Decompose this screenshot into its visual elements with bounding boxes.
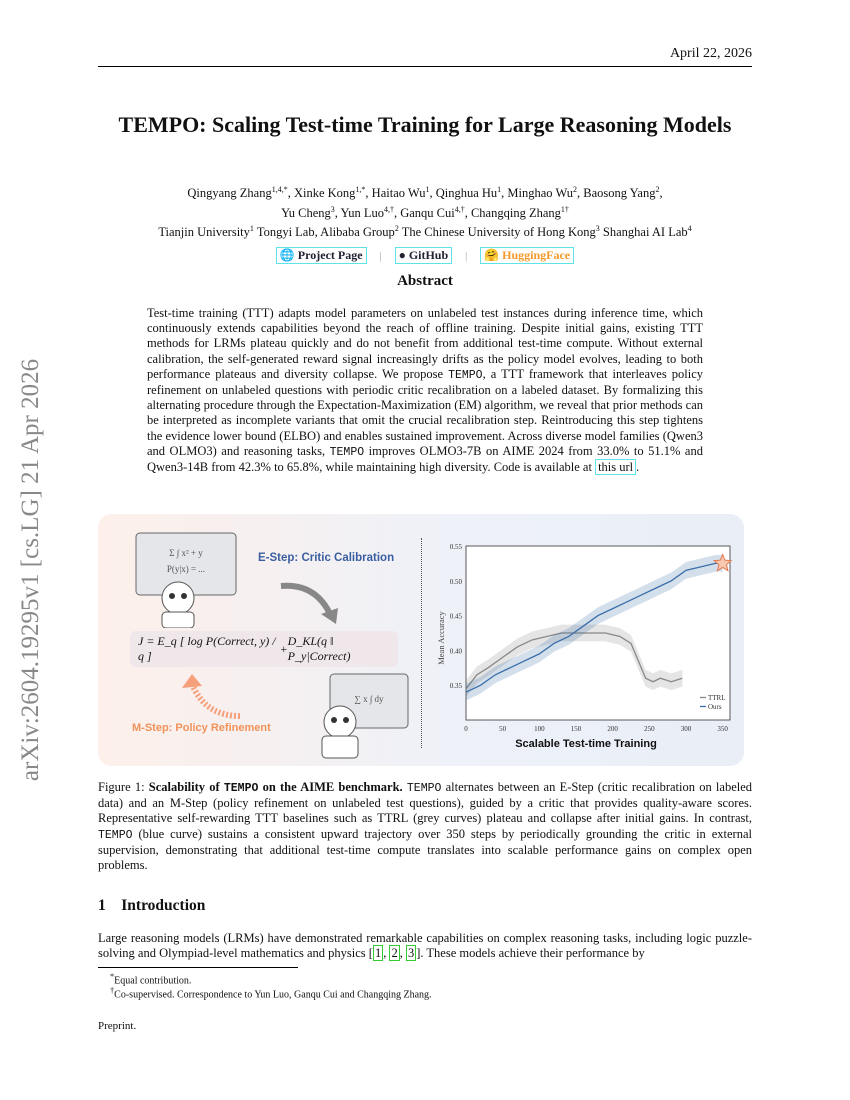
curved-arrow-down-icon (276, 578, 346, 628)
x-tick-label: 50 (499, 725, 507, 733)
svg-text:∑ x ∫ dy: ∑ x ∫ dy (354, 694, 384, 704)
author: Yun Luo (340, 205, 384, 220)
y-tick-label: 0.50 (449, 577, 462, 586)
abstract-heading: Abstract (397, 273, 453, 289)
elbo-formula: J = E_q [ log P(Correct, y) / q ] + D_KL(q ‖ P_y|Correct) (130, 631, 398, 667)
legend-label: TTRL (708, 694, 726, 702)
author: Yu Cheng (281, 205, 331, 220)
footnote: *Equal contribution. (110, 972, 192, 987)
github-icon: ● (398, 248, 406, 262)
code-url-link[interactable]: this url (595, 459, 636, 475)
link-separator: | (465, 251, 468, 262)
aime-chart-svg (430, 538, 742, 756)
curved-arrow-up-icon (180, 674, 250, 724)
x-tick-label: 100 (534, 725, 545, 733)
x-tick-label: 0 (464, 725, 468, 733)
affiliation: The Chinese University of Hong Kong (401, 225, 596, 240)
x-tick-label: 150 (570, 725, 582, 733)
y-tick-label: 0.40 (449, 647, 462, 656)
paper-title: TEMPO: Scaling Test-time Training for Large Reasoning Models (118, 112, 732, 137)
huggingface-link[interactable]: 🤗 HuggingFace (480, 247, 574, 264)
author: Minghao Wu (507, 186, 573, 201)
citation-link[interactable]: 2 (391, 946, 398, 961)
footnote-rule (98, 967, 298, 968)
x-tick-label: 200 (607, 725, 618, 733)
link-separator: | (379, 251, 382, 262)
header-rule (98, 66, 752, 67)
affiliation: Tongyi Lab, Alibaba Group (256, 225, 395, 240)
section-heading: 1 Introduction (98, 897, 206, 914)
robot-reader-illustration (300, 672, 410, 762)
estep-label: E-Step: Critic Calibration (258, 552, 395, 564)
affiliation: Tianjin University (158, 225, 250, 240)
figure-1 (98, 514, 744, 766)
arxiv-id: arXiv:2604.19295v1 [cs.LG] 21 Apr 2026 (17, 358, 44, 782)
author: Xinke Kong (293, 186, 356, 201)
svg-text:P(y|x) = ...: P(y|x) = ... (166, 564, 206, 574)
svg-text:Σ ∫ x² + y: Σ ∫ x² + y (169, 548, 203, 558)
header-date: April 22, 2026 (669, 46, 752, 61)
x-tick-label: 250 (644, 725, 655, 733)
preprint-label: Preprint. (98, 1020, 137, 1032)
mstep-label: M-Step: Policy Refinement (132, 722, 271, 734)
y-tick-label: 0.55 (449, 543, 462, 551)
aime-chart (430, 538, 742, 756)
y-tick-label: 0.45 (449, 612, 462, 621)
y-tick-label: 0.35 (449, 682, 462, 691)
footnote: †Co-supervised. Correspondence to Yun Luo, Ganqu Cui and Changqing Zhang. (110, 986, 432, 1001)
github-link[interactable]: ● GitHub (395, 247, 453, 264)
author: Qingyang Zhang (187, 186, 272, 201)
robot-teacher-illustration (126, 528, 246, 628)
author: Changqing Zhang (470, 205, 561, 220)
figure-footer: Scalable Test-time Training (515, 738, 657, 750)
author: Qinghua Hu (435, 186, 498, 201)
x-tick-label: 350 (717, 725, 728, 733)
link-bar (0, 247, 850, 264)
citation-link[interactable]: 1 (374, 946, 382, 961)
author: Ganqu Cui (400, 205, 455, 220)
arxiv-sidebar (6, 300, 56, 840)
author: Baosong Yang (583, 186, 656, 201)
abstract-body: Test-time training (TTT) adapts model parameters on unlabeled test instances during inference time, which continuously extends capabilities beyond the reach of offline training. Despite initial gains, existing TTT methods for LRMs plateau quickly and do not benefit from additional test-time compute. Without external calibration, the self-generated reward signal increasingly drifts as the policy model evolves, leading to both performance plateaus and diversity collapse. We propose TEMPO, a TTT framework that interleaves policy refinement on unlabeled questions with periodic critic recalibration on a labeled dataset. By formalizing this alternating procedure through the Expectation-Maximization (EM) algorithm, we reveal that prior methods can be interpreted as incomplete variants that omit the crucial recalibration step. Reintroducing this step tightens the evidence lower bound (ELBO) and enables sustained improvement. Across diverse model families (Qwen3 and OLMO3) and reasoning tasks, TEMPO improves OLMO3-7B on AIME 2024 from 33.0% to 51.1% and Qwen3-14B from 42.3% to 65.8%, while maintaining high diversity. Code is available at this url . (147, 306, 703, 475)
legend-label: Ours (708, 703, 722, 711)
affiliation: Shanghai AI Lab (602, 225, 688, 240)
intro-paragraph: Large reasoning models (LRMs) have demonstrated remarkable capabilities on complex reasoning tasks, including logic puzzle-solving and Olympiad-level mathematics and physics [ 1 , 2 , 3 ]. These models achieve their performance by (98, 931, 752, 961)
figure-divider (421, 538, 422, 748)
author-block: Qingyang Zhang$^{1,4,*}$, Xinke Kong$^{1,*}$, Haitao Wu$^1$, Qinghua Hu$^1$, Minghao Wu$^2$, Baosong Yang$^2$, Yu Cheng$^3$, Yun Luo$^{4,\dagger}$, Ganqu Cui$^{4,\dagger}$, Changqing Zhang$^{1\dagger}$ Tianjin University$^1$ Tongyi Lab, Alibaba Group$^2$ The Chinese University of Hong Kong$^3$ Shanghai AI Lab$^4$ (158, 185, 692, 240)
citation-link[interactable]: 3 (407, 946, 415, 961)
figure-caption: Figure 1: Scalability of TEMPO on the AIME benchmark. TEMPO alternates between an E-Step (critic recalibration on labeled data) and an M-Step (policy refinement on unlabeled test questions), guided by a critic that provides quality-aware scores. Representative self-rewarding TTT baselines such as TTRL (grey curves) plateau and collapse after initial gains. In contrast, TEMPO (blue curve) sustains a consistent upward trajectory over 350 steps by periodically grounding the critic in external supervision, demonstrating that additional test-time compute translates into scalable performance gains on complex open problems. (98, 780, 753, 873)
project-page-link[interactable]: 🌐 Project Page (276, 247, 367, 264)
x-tick-label: 300 (680, 725, 692, 733)
author: Haitao Wu (371, 186, 426, 201)
chart-ylabel: Mean Accuracy (436, 611, 446, 665)
